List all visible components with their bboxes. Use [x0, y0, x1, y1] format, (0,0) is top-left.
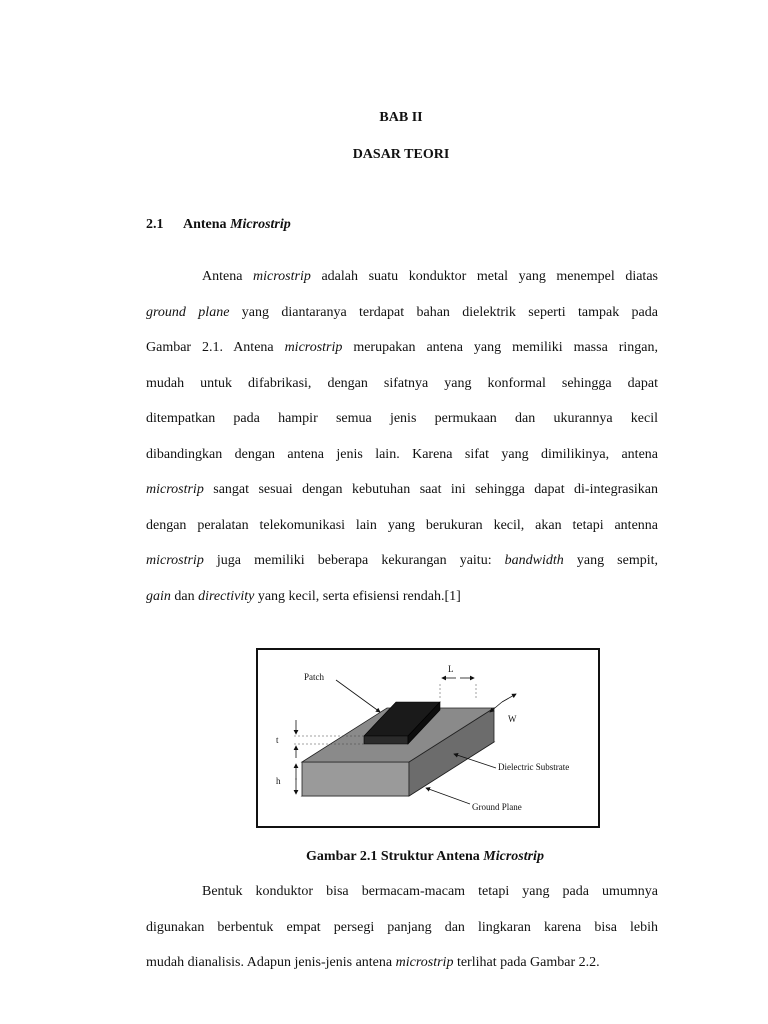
text-run: dan	[170, 588, 199, 604]
italic-term: microstrip	[146, 553, 204, 568]
paragraph-line	[146, 295, 658, 331]
microstrip-diagram	[258, 650, 598, 826]
section-number: 2.1	[146, 217, 164, 232]
text-run: adalah suatu konduktor metal yang menempel diatas	[310, 269, 658, 284]
text-run: mudah dianalisis. Adapun jenis-jenis antena	[146, 955, 396, 970]
paragraph-line	[146, 401, 658, 437]
text-run: mudah untuk difabrikasi, dengan sifatnya yang konformal sehingga dapat	[146, 375, 658, 391]
paragraph-intro	[146, 259, 658, 614]
figure-caption-text: Gambar 2.1 Struktur Antena	[306, 849, 480, 864]
figure-caption	[0, 849, 768, 865]
text-run: sangat sesuai dengan kebutuhan saat ini sehingga dapat di-integrasikan	[203, 482, 658, 497]
italic-term: bandwidth	[504, 553, 564, 568]
italic-term: gain	[146, 588, 171, 604]
paragraph-line	[146, 472, 658, 508]
figure-caption-italic: Microstrip	[483, 849, 544, 864]
paragraph-line	[146, 945, 658, 981]
text-run: terlihat pada Gambar 2.2.	[453, 955, 600, 970]
italic-term: microstrip	[253, 269, 311, 284]
figure-microstrip-structure	[256, 648, 600, 828]
italic-term: microstrip	[284, 340, 343, 355]
label-substrate: Dielectric Substrate	[498, 762, 570, 772]
italic-term: microstrip	[146, 482, 204, 497]
paragraph-line	[146, 330, 658, 366]
chapter-heading: BAB II	[379, 110, 423, 125]
paragraph-line	[146, 874, 658, 910]
text-run: yang sempit,	[563, 553, 659, 568]
text-run: Bentuk konduktor bisa bermacam-macam tetapi yang pada umumnya	[202, 884, 658, 899]
paragraph-line	[146, 910, 658, 946]
label-patch: Patch	[304, 672, 324, 682]
label-t: t	[276, 735, 279, 745]
italic-term: microstrip	[395, 955, 454, 970]
italic-term: directivity	[198, 588, 255, 604]
text-run: dibandingkan dengan antena jenis lain. Karena sifat yang dimilikinya, antena	[146, 446, 658, 462]
paragraph-line	[146, 259, 658, 295]
paragraph-line	[146, 508, 658, 544]
section-heading	[146, 217, 291, 233]
italic-term: ground plane	[146, 304, 230, 320]
text-run: dengan peralatan telekomunikasi lain yang berukuran kecil, akan tetapi antenna	[146, 517, 658, 533]
ground-pointer	[426, 788, 470, 804]
text-run: Gambar 2.1. Antena	[146, 340, 285, 355]
patch-front	[364, 736, 408, 744]
chapter-title: DASAR TEORI	[352, 147, 450, 162]
paragraph-line	[146, 437, 658, 473]
text-run: juga memiliki beberapa kekurangan yaitu:	[203, 553, 505, 568]
label-ground: Ground Plane	[472, 802, 522, 812]
w-arrow-down	[490, 702, 502, 712]
label-w: W	[508, 714, 517, 724]
section-label-italic: Microstrip	[230, 217, 291, 232]
w-arrow-up	[502, 694, 516, 702]
text-run: digunakan berbentuk empat persegi panjang dan lingkaran karena bisa lebih	[146, 919, 658, 935]
paragraph-line	[146, 543, 658, 579]
substrate-front	[302, 762, 409, 796]
patch-pointer	[336, 680, 380, 712]
text-run: Antena	[202, 269, 254, 284]
section-label: Antena	[183, 217, 227, 232]
paragraph-shapes	[146, 874, 658, 981]
paragraph-line	[146, 579, 658, 615]
text-run: yang kecil, serta efisiensi rendah.[1]	[254, 588, 461, 604]
label-l: L	[448, 664, 454, 674]
label-h: h	[276, 776, 281, 786]
paragraph-line	[146, 366, 658, 402]
text-run: ditempatkan pada hampir semua jenis permukaan dan ukurannya kecil	[146, 411, 658, 426]
text-run: yang diantaranya terdapat bahan dielektrik seperti tampak pada	[229, 304, 658, 320]
text-run: merupakan antena yang memiliki massa ringan,	[342, 340, 658, 355]
